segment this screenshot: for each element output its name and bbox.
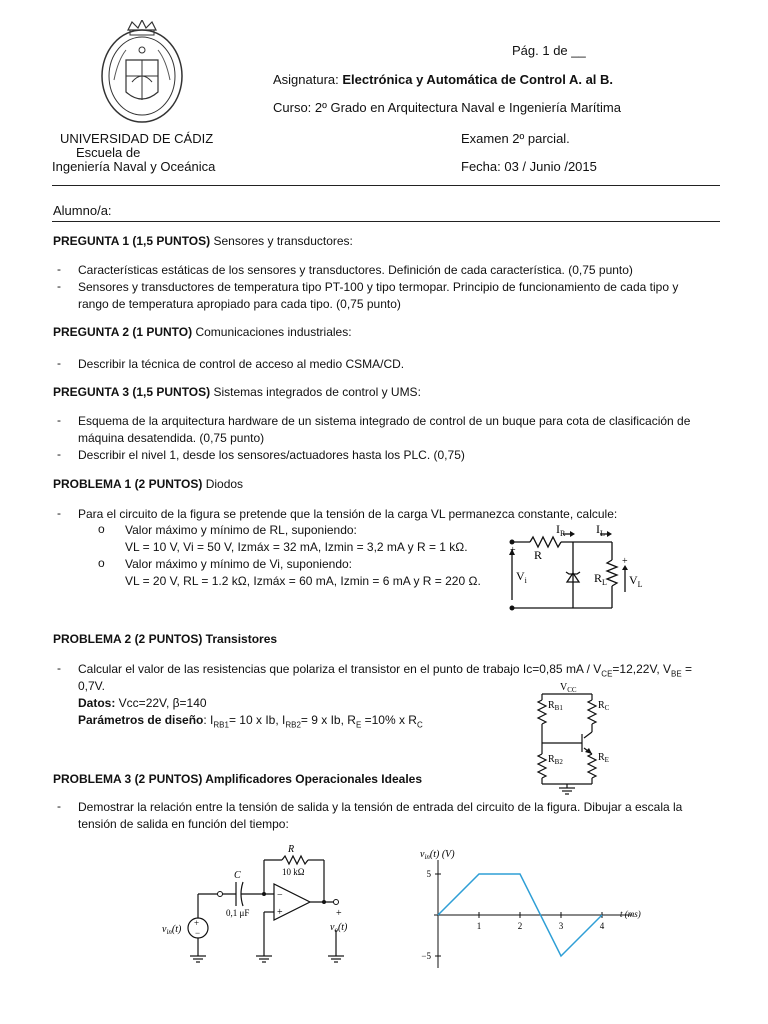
q1-item-2: Sensores y transductores de temperatura tipo PT-100 y tipo termopar. Principio de funcionamiento de cada tipo y rango de temperatura apropiado para cada tipo. (0,75 punto) [78,280,679,311]
label-vl: $V_L$ [629,573,643,589]
zener-circuit-diagram [500,522,650,617]
label-r: R [288,844,295,855]
exam-title: Examen 2º parcial. [461,131,570,146]
sub-bullet: o [98,522,105,536]
label-ir: $I_R$ [556,522,566,538]
bullet-dash: - [57,799,61,813]
label-il: $I_L$ [596,522,605,538]
q3-title: PREGUNTA 3 (1,5 PUNTOS) [53,385,211,399]
x-tick-label: 3 [558,921,564,931]
label-rb1: $R_{B1}$ [548,700,563,712]
p1-b-values: VL = 20 V, RL = 1.2 kΩ, Izmáx = 60 mA, Izmin = 6 mA y R = 220 Ω. [125,574,481,588]
q1-title: PREGUNTA 1 (1,5 PUNTOS) [53,234,211,248]
p3-heading [53,772,422,787]
terminal-dot [510,540,515,545]
transistor-circuit-diagram [520,680,620,798]
x-tick-label: 1 [476,921,482,931]
p1-heading [53,477,243,492]
p3-title: PROBLEMA 3 (2 PUNTOS) Amplificadores Operacionales Ideales [53,772,422,786]
output-terminal [334,900,339,905]
input-waveform-chart [410,843,650,973]
course-line: Curso: 2º Grado en Arquitectura Naval e Ingeniería Marítima [273,100,621,115]
opamp-plus: + [277,907,283,918]
label-c-value: 0,1 μF [226,908,250,918]
q2-item-1: Describir la técnica de control de acceso al medio CSMA/CD. [78,357,405,371]
q1-item-1: Características estáticas de los sensores y transductores. Definición de cada característica. (0,75 punto) [78,263,633,277]
q3-topic: Sistemas integrados de control y UMS: [210,385,421,399]
q1-topic: Sensores y transductores: [210,234,353,248]
y-tick-label: −5 [421,951,431,961]
label-rc: $R_C$ [598,700,610,712]
p1-intro: Para el circuito de la figura se pretende que la tensión de la carga VL permanezca constante, calcule: [78,507,618,521]
label-re: $R_E$ [598,752,609,764]
p1-a-values: VL = 10 V, Vi = 50 V, Izmáx = 32 mA, Izmin = 3,2 mA y R = 1 kΩ. [125,540,468,554]
subject-label: Asignatura: [273,72,343,87]
seal-icon [96,20,188,128]
q1-heading [53,234,353,249]
p2-line-1: Calcular el valor de las resistencias que polariza el transistor en el punto de trabajo Ic=0,85 mA / $V_{CE}=12,22V$, $V_{BE}$ = [78,662,693,679]
chart-ylabel: $v_{in}(t)$ (V) [420,849,455,861]
x-tick-label: 2 [517,921,523,931]
label-vin: $v_{in}(t)$ [162,924,182,936]
label-vi: $V_i$ [516,569,527,585]
university-seal [96,20,188,128]
q2-topic: Comunicaciones industriales: [192,325,352,339]
p2-title: PROBLEMA 2 (2 PUNTOS) Transistores [53,632,278,646]
label-c: C [234,870,241,881]
opamp-circuit-diagram [160,840,360,970]
bullet-dash: - [57,506,61,520]
p2-line-2: 0,7V. [78,679,105,693]
q2-title: PREGUNTA 2 (1 PUNTO) [53,325,193,339]
source-minus: − [195,928,201,938]
p1-b-title: Valor máximo y mínimo de Vi, suponiendo: [125,557,352,571]
p2-design-params: Parámetros de diseño: $I_{RB1}= 10$ x Ib, $I_{RB2}= 9$ x Ib, $R_E =10\%$ x $R_C$ [78,713,423,730]
p2-data: Datos: Vcc=22V, β=140 [78,696,207,710]
p2-heading [53,632,277,647]
x-tick-label: 4 [599,921,605,931]
p3-line-1: Demostrar la relación entre la tensión de salida y la tensión de entrada del circuito de la figura. Dibujar a escala la [78,800,683,814]
label-r-value: 10 kΩ [282,867,305,877]
q2-heading [53,325,352,340]
node-dot [322,900,326,904]
q3-item-2: Describir el nivel 1, desde los sensores/actuadores hasta los PLC. (0,75) [78,448,465,462]
bullet-dash: - [57,447,61,461]
bullet-dash: - [57,279,61,293]
divider-student [52,221,720,222]
label-r: R [534,548,543,562]
p1-title: PROBLEMA 1 (2 PUNTOS) [53,477,203,491]
q3-heading [53,385,421,400]
label-rb2: $R_{B2}$ [548,754,563,766]
divider-top [52,185,720,186]
school-line-2: Ingeniería Naval y Oceánica [52,159,216,174]
student-label: Alumno/a: [53,203,112,218]
source-plus: + [194,918,200,928]
label-rl: $R_L$ [594,571,607,587]
page-number: Pág. 1 de __ [512,43,586,58]
label-vo: $v_o(t)$ [330,922,348,934]
bullet-dash: - [57,661,61,675]
output-plus: + [336,908,342,919]
chart-xlabel: t (ms) [620,909,641,919]
node-dot [218,892,223,897]
p3-line-2: tensión de salida en función del tiempo: [78,817,289,831]
node-dot [262,892,266,896]
subject-line [273,72,613,88]
exam-date: Fecha: 03 / Junio /2015 [461,159,597,174]
q3-item-1: Esquema de la arquitectura hardware de un sistema integrado de control de un buque para cota de clasificación de máquina desatendida. (0,75 punto) [78,414,691,445]
bullet-dash: - [57,262,61,276]
opamp-minus: − [277,890,283,901]
label-vcc: $V_{CC}$ [560,682,577,694]
y-tick-label: 5 [426,869,431,879]
university-name: UNIVERSIDAD DE CÁDIZ [60,131,214,146]
p1-topic: Diodos [202,477,244,491]
label-plus: + [510,545,516,556]
terminal-dot [510,606,515,611]
bullet-dash: - [57,356,61,370]
p1-a-title: Valor máximo y mínimo de RL, suponiendo: [125,523,357,537]
subject-value: Electrónica y Automática de Control A. al B. [342,72,614,87]
bullet-dash: - [57,413,61,427]
school-line-1: Escuela de [76,145,141,160]
label-vl-plus: + [622,556,628,567]
sub-bullet: o [98,556,105,570]
